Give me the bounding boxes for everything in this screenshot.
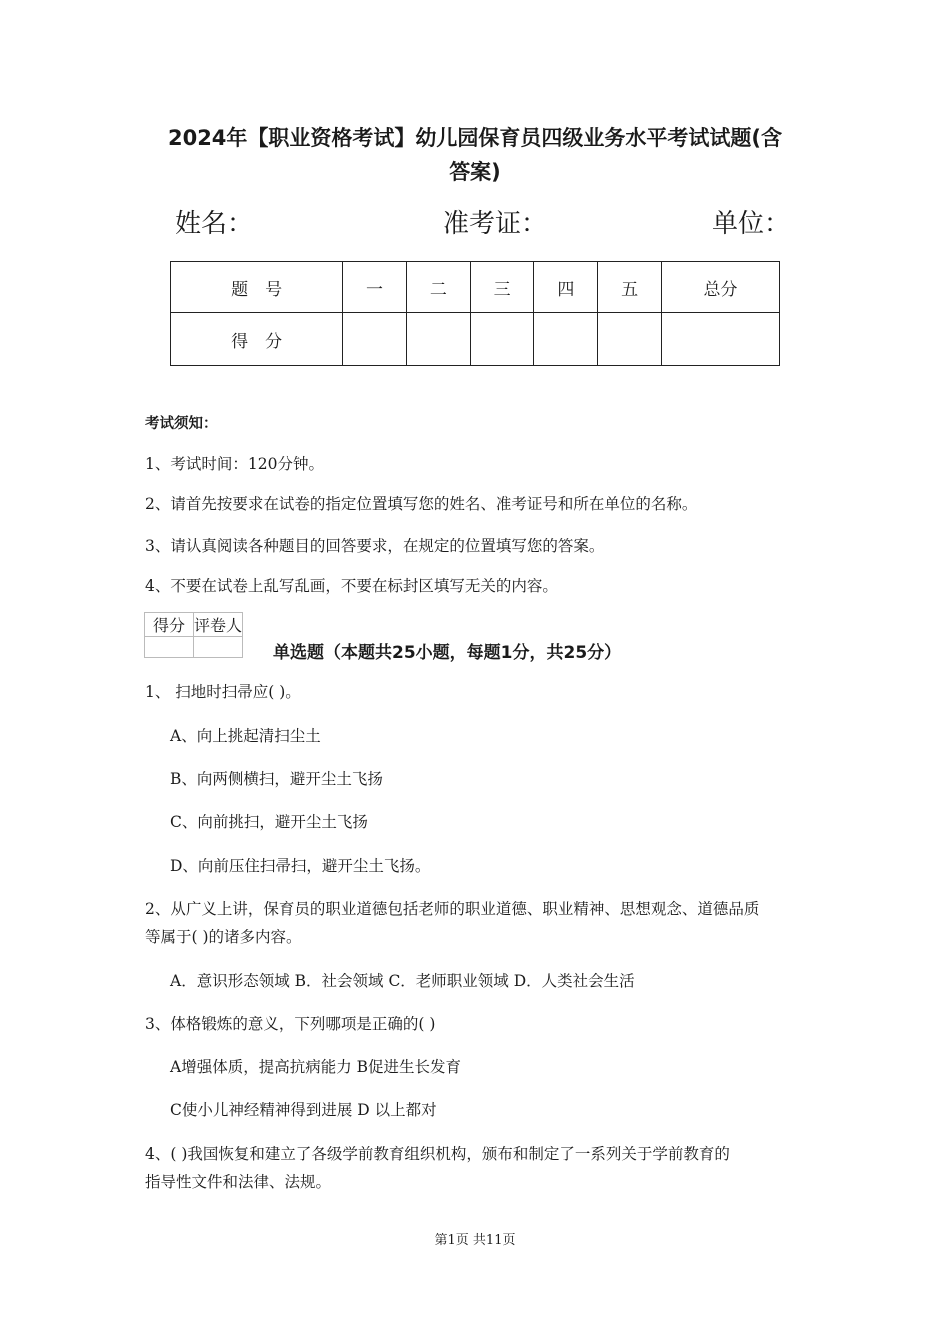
notice-item: 2、请首先按要求在试卷的指定位置填写您的姓名、准考证号和所在单位的名称。	[145, 495, 698, 513]
score-cell[interactable]	[662, 313, 780, 366]
score-header-cell: 总分	[662, 262, 780, 313]
name-field-label: 姓名：	[175, 209, 254, 239]
score-table-score-row	[171, 313, 780, 366]
question-1-option: B、向两侧横扫，避开尘土飞扬	[170, 770, 383, 788]
score-cell[interactable]	[470, 313, 534, 366]
notice-item: 1、考试时间：120分钟。	[145, 455, 324, 473]
score-header-cell: 题 号	[171, 262, 343, 313]
question-1-option: D、向前压住扫帚扫，避开尘土飞扬。	[170, 857, 431, 875]
score-header-cell: 五	[598, 262, 662, 313]
score-row-label: 得 分	[171, 313, 343, 366]
grader-name-cell[interactable]	[194, 637, 243, 658]
grader-box	[144, 612, 243, 658]
question-3-stem: 3、体格锻炼的意义，下列哪项是正确的( )	[145, 1015, 436, 1033]
notice-item: 4、不要在试卷上乱写乱画，不要在标封区填写无关的内容。	[145, 577, 558, 595]
question-1-stem: 1、 扫地时扫帚应( )。	[145, 683, 301, 701]
grader-score-label: 得分	[145, 613, 194, 637]
question-1-option: A、向上挑起清扫尘土	[170, 727, 321, 745]
document-title-line2: 答案)	[449, 160, 501, 184]
unit-field-label: 单位：	[712, 209, 791, 239]
page-footer: 第1页 共11页	[434, 1233, 516, 1248]
grader-score-cell[interactable]	[145, 637, 194, 658]
notice-heading: 考试须知：	[145, 416, 218, 432]
section-title: 单选题（本题共25小题，每题1分，共25分）	[273, 643, 622, 663]
question-4-stem: 4、( )我国恢复和建立了各级学前教育组织机构，颁布和制定了一系列关于学前教育的	[145, 1145, 730, 1163]
score-cell[interactable]	[343, 313, 407, 366]
exam-id-field-label: 准考证：	[443, 209, 548, 239]
question-2-stem: 2、从广义上讲，保育员的职业道德包括老师的职业道德、职业精神、思想观念、道德品质	[145, 900, 760, 918]
document-title-line1: 2024年【职业资格考试】幼儿园保育员四级业务水平考试试题(含	[167, 126, 783, 150]
score-cell[interactable]	[406, 313, 470, 366]
score-header-cell: 一	[343, 262, 407, 313]
question-2-stem-continued: 等属于( )的诸多内容。	[145, 928, 302, 946]
score-header-cell: 二	[406, 262, 470, 313]
notice-item: 3、请认真阅读各种题目的回答要求，在规定的位置填写您的答案。	[145, 537, 605, 555]
question-2-options: A．意识形态领域 B．社会领域 C．老师职业领域 D．人类社会生活	[170, 972, 635, 990]
question-1-option: C、向前挑扫，避开尘土飞扬	[170, 813, 368, 831]
score-cell[interactable]	[534, 313, 598, 366]
score-table	[170, 261, 780, 366]
score-header-cell: 四	[534, 262, 598, 313]
grader-name-label: 评卷人	[194, 613, 243, 637]
question-3-options: C使小儿神经精神得到进展 D 以上都对	[170, 1101, 437, 1119]
question-3-options: A增强体质，提高抗病能力 B促进生长发育	[170, 1058, 462, 1076]
score-cell[interactable]	[598, 313, 662, 366]
question-4-stem-continued: 指导性文件和法律、法规。	[145, 1173, 332, 1191]
score-header-cell: 三	[470, 262, 534, 313]
score-table-header-row	[171, 262, 780, 313]
